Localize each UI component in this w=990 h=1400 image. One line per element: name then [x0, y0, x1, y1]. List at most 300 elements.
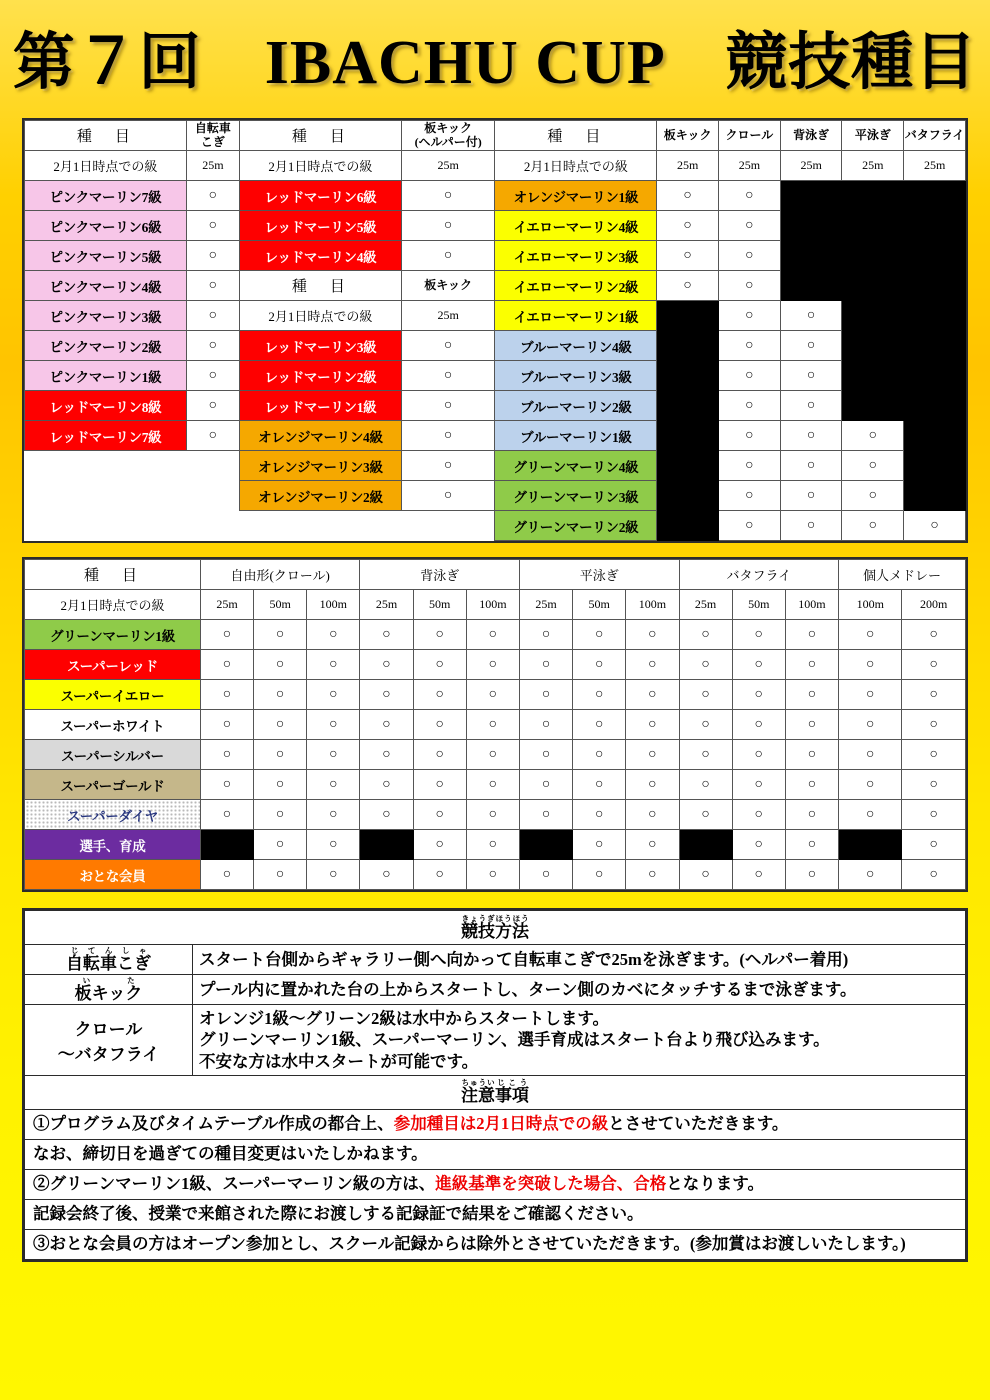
mark-cell-3: ○: [360, 710, 413, 740]
mark-cell-2: ○: [307, 620, 360, 650]
distance-0-0: 25m: [200, 590, 253, 620]
table1-row: [25, 421, 966, 451]
mark-cell-3: ○: [842, 451, 904, 481]
page-title: 第７回 IBACHU CUP 競技種目: [12, 28, 978, 97]
rank-label[interactable]: スーパーシルバー: [25, 740, 201, 770]
rule-text-0: スタート台側からギャラリー側へ向かって自転車こぎで25mを泳ぎます。(ヘルパー着用): [193, 945, 966, 975]
mark-cell-3: [842, 211, 904, 241]
mark-cell-0: [657, 301, 719, 331]
spacer: [25, 451, 187, 481]
mark-cell-9: ○: [679, 800, 732, 830]
mark-cell-3: ○: [360, 650, 413, 680]
mark-cell-10: ○: [732, 770, 785, 800]
mark-cell-9: ○: [679, 710, 732, 740]
mark-cell-12: ○: [839, 740, 902, 770]
mark-cell: ○: [401, 451, 495, 481]
mark-cell-4: [904, 451, 966, 481]
mark-cell-7: ○: [573, 620, 626, 650]
mark-cell-2: ○: [780, 361, 842, 391]
mark-cell-6: ○: [519, 710, 572, 740]
mark-cell-0: ○: [200, 860, 253, 890]
mark-cell-10: ○: [732, 830, 785, 860]
mark-cell-13: ○: [902, 650, 966, 680]
table2-row: [25, 800, 966, 830]
mark-cell: ○: [186, 391, 239, 421]
mark-cell-5: ○: [466, 710, 519, 740]
mark-cell: ○: [186, 271, 239, 301]
mark-cell-8: ○: [626, 770, 679, 800]
distance-0-2: 100m: [307, 590, 360, 620]
mark-cell-12: ○: [839, 800, 902, 830]
mark-cell-1: ○: [719, 481, 781, 511]
mark-cell-1: ○: [254, 680, 307, 710]
mark-cell-13: ○: [902, 740, 966, 770]
rank-label[interactable]: レッドマーリン5級: [240, 211, 402, 241]
mark-cell-4: ○: [413, 800, 466, 830]
mark-cell-11: ○: [785, 740, 838, 770]
mark-cell-10: ○: [732, 620, 785, 650]
rank-label[interactable]: グリーンマーリン4級: [495, 451, 657, 481]
group-c-subheader: 2月1日時点での級: [495, 151, 657, 181]
column-header-board-kick: 板キック: [401, 271, 495, 301]
mark-cell-8: ○: [626, 830, 679, 860]
mark-cell-7: ○: [573, 830, 626, 860]
mark-cell-11: ○: [785, 680, 838, 710]
mark-cell-1: ○: [719, 331, 781, 361]
mark-cell-1: ○: [719, 451, 781, 481]
spacer: [186, 451, 239, 481]
spacer: [401, 511, 495, 541]
mark-cell-2: ○: [780, 481, 842, 511]
mark-cell-0: [657, 421, 719, 451]
mark-cell-3: [842, 181, 904, 211]
mark-cell-0: ○: [200, 680, 253, 710]
table1-row: [25, 211, 966, 241]
mark-cell-9: ○: [679, 860, 732, 890]
group-b-header: 種 目: [240, 121, 402, 151]
mark-cell-5: ○: [466, 770, 519, 800]
rank-label[interactable]: スーパーイエロー: [25, 680, 201, 710]
table1-row: [25, 181, 966, 211]
table1-header-row: [25, 121, 966, 151]
mark-cell-0: [200, 830, 253, 860]
distance-3-0: 25m: [679, 590, 732, 620]
mark-cell-4: [904, 241, 966, 271]
group-b-sub-header: 種 目: [240, 271, 402, 301]
group-c-unit-3: 25m: [842, 151, 904, 181]
mark-cell-4: [904, 481, 966, 511]
mark-cell-4: [904, 271, 966, 301]
group-b-sub-subheader: 2月1日時点での級: [240, 301, 402, 331]
table2-header: 種 目: [25, 560, 201, 590]
notice-text-1: なお、締切日を過ぎての種目変更はいたしかねます。: [25, 1139, 966, 1169]
table1-row: [25, 361, 966, 391]
mark-cell-13: ○: [902, 860, 966, 890]
rules-table: [24, 910, 966, 1260]
table2-row: [25, 740, 966, 770]
table2-row: [25, 710, 966, 740]
mark-cell-8: ○: [626, 650, 679, 680]
rank-label[interactable]: イエローマーリン4級: [495, 211, 657, 241]
mark-cell-2: ○: [307, 800, 360, 830]
rank-label[interactable]: スーパーゴールド: [25, 770, 201, 800]
table2-row: [25, 680, 966, 710]
table2-unit-row: [25, 590, 966, 620]
mark-cell-12: ○: [839, 710, 902, 740]
mark-cell-7: ○: [573, 650, 626, 680]
mark-cell-6: ○: [519, 620, 572, 650]
rank-label[interactable]: スーパーダイヤ: [25, 800, 201, 830]
group-c-unit-1: 25m: [719, 151, 781, 181]
mark-cell-1: ○: [254, 800, 307, 830]
mark-cell-5: ○: [466, 830, 519, 860]
group-b-sub-unit: 25m: [401, 301, 495, 331]
rank-label[interactable]: レッドマーリン6級: [240, 181, 402, 211]
mark-cell-1: ○: [254, 740, 307, 770]
mark-cell-9: ○: [679, 680, 732, 710]
rules-title-row: [25, 911, 966, 945]
mark-cell-0: ○: [200, 620, 253, 650]
rank-label[interactable]: ピンクマーリン1級: [25, 361, 187, 391]
mark-cell-1: ○: [719, 511, 781, 541]
distance-4-1: 200m: [902, 590, 966, 620]
mark-cell-4: ○: [413, 710, 466, 740]
mark-cell-2: ○: [307, 740, 360, 770]
mark-cell: ○: [186, 361, 239, 391]
mark-cell-0: [657, 451, 719, 481]
mark-cell-1: ○: [719, 391, 781, 421]
rules-and-notices: [22, 908, 968, 1262]
rule-text-2: オレンジ1級～グリーン2級は水中からスタートします。 グリーンマーリン1級、スーパーマーリン、選手育成はスタート台より飛び込みます。 不安な方は水中スタートが可能です。: [193, 1005, 966, 1076]
mark-cell-2: [780, 181, 842, 211]
rule-key-2: クロール ～バタフライ: [25, 1005, 193, 1076]
mark-cell-0: ○: [657, 211, 719, 241]
mark-cell-0: ○: [200, 740, 253, 770]
mark-cell-11: ○: [785, 800, 838, 830]
mark-cell: ○: [186, 301, 239, 331]
mark-cell-3: ○: [360, 800, 413, 830]
table1-row: [25, 481, 966, 511]
mark-cell-4: ○: [413, 770, 466, 800]
mark-cell-2: ○: [780, 451, 842, 481]
column-header-bicycle: 自転車 こぎ: [186, 121, 239, 151]
mark-cell-7: ○: [573, 770, 626, 800]
mark-cell-0: [657, 391, 719, 421]
mark-cell-6: ○: [519, 770, 572, 800]
mark-cell-1: ○: [719, 361, 781, 391]
stroke-group-3: バタフライ: [679, 560, 839, 590]
notice-row: [25, 1169, 966, 1199]
mark-cell-2: ○: [307, 830, 360, 860]
mark-cell-1: ○: [254, 860, 307, 890]
rank-label[interactable]: レッドマーリン4級: [240, 241, 402, 271]
mark-cell: ○: [401, 211, 495, 241]
mark-cell: ○: [186, 331, 239, 361]
mark-cell-2: ○: [780, 511, 842, 541]
mark-cell-7: ○: [573, 740, 626, 770]
mark-cell-6: ○: [519, 860, 572, 890]
mark-cell-3: ○: [360, 620, 413, 650]
column-header-4: バタフライ: [904, 121, 966, 151]
mark-cell-7: ○: [573, 680, 626, 710]
mark-cell-6: ○: [519, 680, 572, 710]
mark-cell-1: ○: [719, 211, 781, 241]
notices-title-row: [25, 1075, 966, 1109]
stroke-group-2: 平泳ぎ: [519, 560, 679, 590]
table2-row: [25, 770, 966, 800]
mark-cell: ○: [186, 211, 239, 241]
mark-cell-2: ○: [307, 650, 360, 680]
rank-label[interactable]: グリーンマーリン1級: [25, 620, 201, 650]
mark-cell-4: [904, 211, 966, 241]
table1-row: [25, 451, 966, 481]
rank-label[interactable]: ブルーマーリン1級: [495, 421, 657, 451]
mark-cell-4: [904, 301, 966, 331]
mark-cell-3: ○: [360, 770, 413, 800]
table2: [24, 559, 966, 890]
notice-text-2: ②グリーンマーリン1級、スーパーマーリン級の方は、進級基準を突破した場合、合格となります。: [25, 1169, 966, 1199]
mark-cell-1: ○: [254, 770, 307, 800]
group-c-unit-4: 25m: [904, 151, 966, 181]
mark-cell-4: ○: [904, 511, 966, 541]
mark-cell-3: [842, 391, 904, 421]
mark-cell-5: ○: [466, 620, 519, 650]
rank-label[interactable]: ピンクマーリン3級: [25, 301, 187, 331]
rule-key-0: 自転車こぎじてんしゃ: [25, 945, 193, 975]
table1: [24, 120, 966, 541]
mark-cell-12: ○: [839, 680, 902, 710]
mark-cell-4: [904, 421, 966, 451]
mark-cell-1: ○: [254, 620, 307, 650]
rank-label[interactable]: オレンジマーリン1級: [495, 181, 657, 211]
mark-cell-3: ○: [360, 860, 413, 890]
distance-0-1: 50m: [254, 590, 307, 620]
rule-row: [25, 975, 966, 1005]
rank-label[interactable]: ピンクマーリン6級: [25, 211, 187, 241]
mark-cell-5: ○: [466, 740, 519, 770]
mark-cell-4: ○: [413, 620, 466, 650]
rank-label[interactable]: おとな会員: [25, 860, 201, 890]
mark-cell-13: ○: [902, 680, 966, 710]
distance-2-2: 100m: [626, 590, 679, 620]
spacer: [25, 481, 187, 511]
table2-row: [25, 650, 966, 680]
mark-cell-2: ○: [780, 301, 842, 331]
group-b-unit: 25m: [401, 151, 495, 181]
rank-label[interactable]: レッドマーリン3級: [240, 331, 402, 361]
table2-row: [25, 830, 966, 860]
mark-cell-3: ○: [842, 421, 904, 451]
mark-cell-8: ○: [626, 620, 679, 650]
table1-row: [25, 241, 966, 271]
rank-label[interactable]: イエローマーリン1級: [495, 301, 657, 331]
mark-cell: ○: [186, 421, 239, 451]
mark-cell-9: [679, 830, 732, 860]
stroke-group-1: 背泳ぎ: [360, 560, 520, 590]
group-a-unit: 25m: [186, 151, 239, 181]
mark-cell-13: ○: [902, 620, 966, 650]
mark-cell-8: ○: [626, 680, 679, 710]
mark-cell-0: [657, 361, 719, 391]
mark-cell-2: ○: [780, 421, 842, 451]
rank-label[interactable]: ピンクマーリン2級: [25, 331, 187, 361]
mark-cell-4: [904, 181, 966, 211]
group-a-subheader: 2月1日時点での級: [25, 151, 187, 181]
mark-cell-7: ○: [573, 860, 626, 890]
mark-cell: ○: [401, 391, 495, 421]
mark-cell-4: [904, 391, 966, 421]
table1-unit-row: [25, 151, 966, 181]
mark-cell-2: ○: [307, 770, 360, 800]
mark-cell-1: ○: [254, 830, 307, 860]
rank-label[interactable]: グリーンマーリン3級: [495, 481, 657, 511]
events-table-basic: [22, 118, 968, 543]
mark-cell-10: ○: [732, 710, 785, 740]
rank-label[interactable]: イエローマーリン2級: [495, 271, 657, 301]
rank-label[interactable]: レッドマーリン1級: [240, 391, 402, 421]
group-a-header: 種 目: [25, 121, 187, 151]
mark-cell-1: ○: [254, 710, 307, 740]
distance-4-0: 100m: [839, 590, 902, 620]
rank-label[interactable]: オレンジマーリン2級: [240, 481, 402, 511]
column-header-0: 板キック: [657, 121, 719, 151]
mark-cell-2: ○: [307, 710, 360, 740]
mark-cell-12: [839, 830, 902, 860]
rank-label[interactable]: スーパーホワイト: [25, 710, 201, 740]
mark-cell-1: ○: [719, 301, 781, 331]
mark-cell-2: ○: [780, 331, 842, 361]
mark-cell-0: ○: [200, 650, 253, 680]
mark-cell-12: ○: [839, 620, 902, 650]
rank-label[interactable]: レッドマーリン8級: [25, 391, 187, 421]
mark-cell-8: ○: [626, 740, 679, 770]
rank-label[interactable]: グリーンマーリン2級: [495, 511, 657, 541]
mark-cell-4: ○: [413, 860, 466, 890]
mark-cell-0: ○: [200, 800, 253, 830]
rank-label[interactable]: ブルーマーリン4級: [495, 331, 657, 361]
mark-cell-5: ○: [466, 680, 519, 710]
mark-cell-10: ○: [732, 800, 785, 830]
mark-cell-3: [842, 301, 904, 331]
mark-cell: ○: [401, 421, 495, 451]
rule-row: [25, 945, 966, 975]
mark-cell-3: [842, 361, 904, 391]
mark-cell-4: ○: [413, 740, 466, 770]
rank-label[interactable]: ブルーマーリン2級: [495, 391, 657, 421]
mark-cell-1: ○: [719, 271, 781, 301]
mark-cell-3: ○: [360, 680, 413, 710]
group-c-header: 種 目: [495, 121, 657, 151]
mark-cell-2: [780, 241, 842, 271]
mark-cell: ○: [401, 481, 495, 511]
mark-cell-12: ○: [839, 770, 902, 800]
rule-key-1: 板キックいた: [25, 975, 193, 1005]
rank-label[interactable]: ピンクマーリン7級: [25, 181, 187, 211]
table1-row: [25, 301, 966, 331]
mark-cell: ○: [186, 181, 239, 211]
mark-cell-6: ○: [519, 740, 572, 770]
rank-label[interactable]: 選手、育成: [25, 830, 201, 860]
mark-cell-11: ○: [785, 650, 838, 680]
mark-cell-11: ○: [785, 770, 838, 800]
column-header-2: 背泳ぎ: [780, 121, 842, 151]
notice-row: [25, 1109, 966, 1139]
mark-cell-1: ○: [719, 421, 781, 451]
rule-text-1: プール内に置かれた台の上からスタートし、ターン側のカベにタッチするまで泳ぎます。: [193, 975, 966, 1005]
notice-row: [25, 1199, 966, 1229]
distance-2-0: 25m: [519, 590, 572, 620]
rank-label[interactable]: スーパーレッド: [25, 650, 201, 680]
mark-cell-8: ○: [626, 860, 679, 890]
rank-label[interactable]: レッドマーリン2級: [240, 361, 402, 391]
rank-label[interactable]: ブルーマーリン3級: [495, 361, 657, 391]
mark-cell-0: ○: [657, 181, 719, 211]
mark-cell-13: ○: [902, 710, 966, 740]
group-c-unit-0: 25m: [657, 151, 719, 181]
mark-cell-0: ○: [657, 241, 719, 271]
notice-text-3: 記録会終了後、授業で来館された際にお渡しする記録証で結果をご確認ください。: [25, 1199, 966, 1229]
rank-label[interactable]: ピンクマーリン4級: [25, 271, 187, 301]
mark-cell-12: ○: [839, 650, 902, 680]
spacer: [240, 511, 402, 541]
mark-cell-3: [842, 331, 904, 361]
rank-label[interactable]: イエローマーリン3級: [495, 241, 657, 271]
rank-label[interactable]: ピンクマーリン5級: [25, 241, 187, 271]
distance-2-1: 50m: [573, 590, 626, 620]
spacer: [186, 511, 239, 541]
table1-row: [25, 391, 966, 421]
mark-cell-11: ○: [785, 710, 838, 740]
rank-label[interactable]: オレンジマーリン3級: [240, 451, 402, 481]
mark-cell-10: ○: [732, 740, 785, 770]
rank-label[interactable]: レッドマーリン7級: [25, 421, 187, 451]
mark-cell-3: [842, 271, 904, 301]
title-band: [0, 0, 990, 112]
mark-cell-7: ○: [573, 800, 626, 830]
mark-cell-12: ○: [839, 860, 902, 890]
mark-cell-2: [780, 211, 842, 241]
rank-label[interactable]: オレンジマーリン4級: [240, 421, 402, 451]
mark-cell-9: ○: [679, 770, 732, 800]
mark-cell-9: ○: [679, 650, 732, 680]
mark-cell-1: ○: [254, 650, 307, 680]
mark-cell-10: ○: [732, 680, 785, 710]
mark-cell-4: [904, 331, 966, 361]
mark-cell-13: ○: [902, 770, 966, 800]
mark-cell-3: [360, 830, 413, 860]
mark-cell-2: [780, 271, 842, 301]
mark-cell-7: ○: [573, 710, 626, 740]
mark-cell: ○: [401, 361, 495, 391]
group-b-subheader: 2月1日時点での級: [240, 151, 402, 181]
mark-cell-4: ○: [413, 650, 466, 680]
mark-cell-11: ○: [785, 620, 838, 650]
mark-cell-6: ○: [519, 800, 572, 830]
rule-row: [25, 1005, 966, 1076]
mark-cell-0: ○: [200, 770, 253, 800]
table1-row: [25, 511, 966, 541]
table1-row: [25, 271, 966, 301]
mark-cell-4: ○: [413, 680, 466, 710]
mark-cell-3: ○: [360, 740, 413, 770]
mark-cell-1: ○: [719, 241, 781, 271]
notice-row: [25, 1229, 966, 1259]
mark-cell-2: ○: [307, 860, 360, 890]
notices-title: 注意ちゅうい事項じこう: [25, 1075, 966, 1109]
column-header-3: 平泳ぎ: [842, 121, 904, 151]
distance-1-1: 50m: [413, 590, 466, 620]
mark-cell: ○: [401, 181, 495, 211]
